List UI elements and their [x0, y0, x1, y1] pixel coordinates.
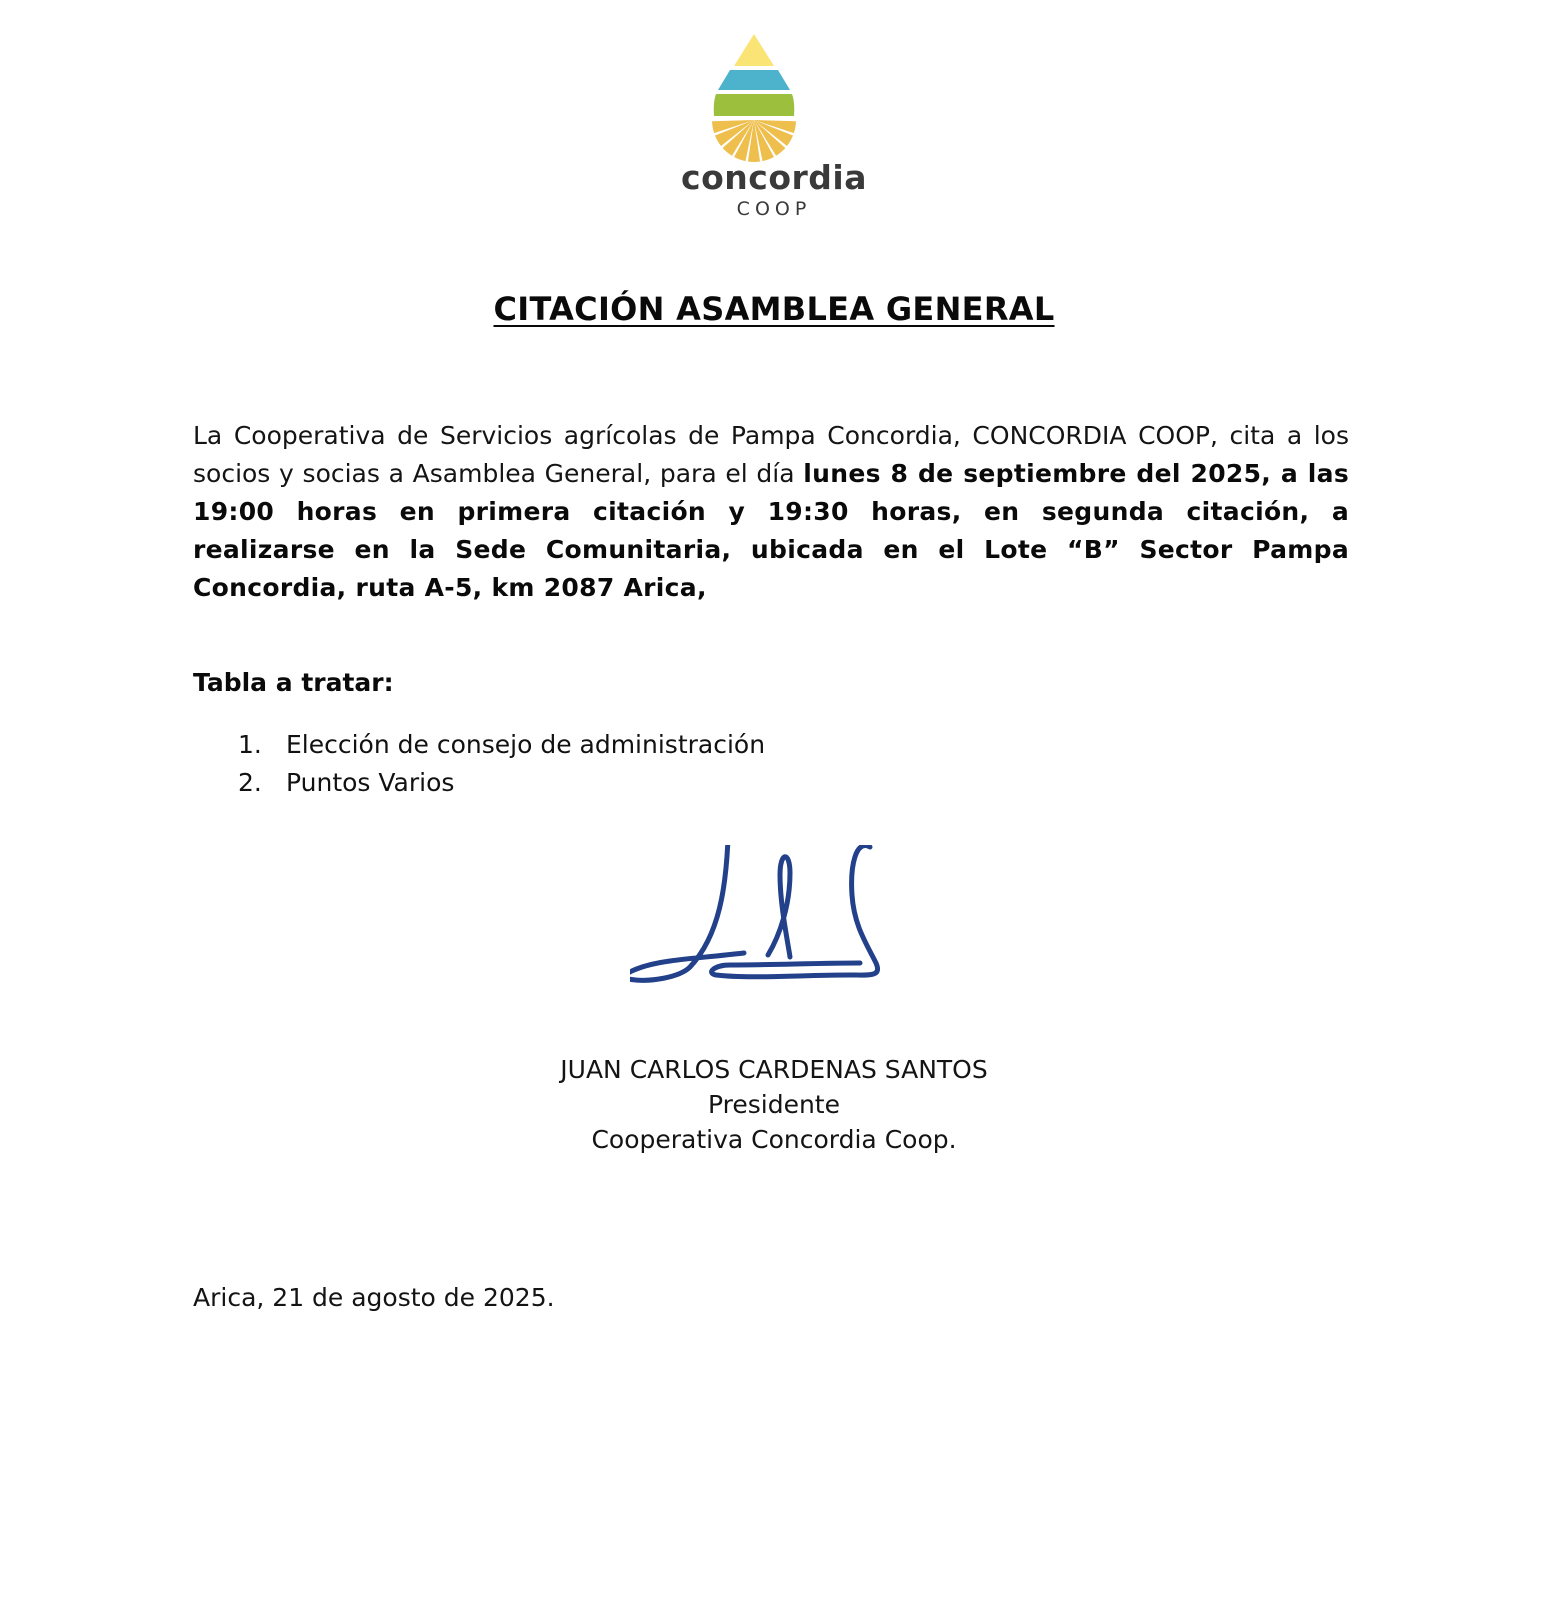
agenda-item-number: 1. [238, 730, 262, 759]
logo-blue-band [718, 70, 790, 90]
brand-subtitle: COOP [736, 198, 812, 220]
agenda-list [238, 726, 765, 802]
water-drop-icon [664, 30, 884, 170]
agenda-item-text: Puntos Varios [286, 768, 455, 797]
brand-name: concordia [681, 158, 867, 197]
agenda-item-text: Elección de consejo de administración [286, 730, 766, 759]
citation-intro-text: La Cooperativa de Servicios agrícolas de Pampa Concordia, CONCORDIA COOP, cita a los socios y socias a Asamblea General, para el día [193, 421, 1349, 488]
handwritten-signature [630, 845, 910, 999]
citation-details-text: lunes 8 de septiembre del 2025, a las 19:00 horas en primera citación y 19:30 horas, en segunda citación, a realizarse en la Sede Comunitaria, ubicada en el Lote “B” Sector Pampa Concordia, ruta A-5, km 2087 Arica, [193, 459, 1349, 602]
logo-yellow-band [734, 34, 774, 66]
signer-role: Presidente [708, 1090, 840, 1119]
agenda-item-number: 2. [238, 768, 262, 797]
agenda-item [238, 764, 765, 802]
logo-sun-rays [712, 120, 796, 162]
document-title: CITACIÓN ASAMBLEA GENERAL [493, 290, 1055, 328]
signer-organization: Cooperativa Concordia Coop. [591, 1125, 957, 1154]
agenda-item [238, 726, 765, 764]
signer-name: JUAN CARLOS CARDENAS SANTOS [560, 1055, 988, 1084]
document-title-wrapper [0, 290, 1548, 328]
brand-wordmark [620, 160, 928, 220]
citation-paragraph [193, 417, 1349, 607]
agenda-heading: Tabla a tratar: [193, 668, 394, 697]
place-and-date: Arica, 21 de agosto de 2025. [193, 1283, 555, 1312]
signature-icon [630, 845, 910, 995]
logo-green-band [714, 94, 795, 116]
signer-block [0, 1052, 1548, 1157]
